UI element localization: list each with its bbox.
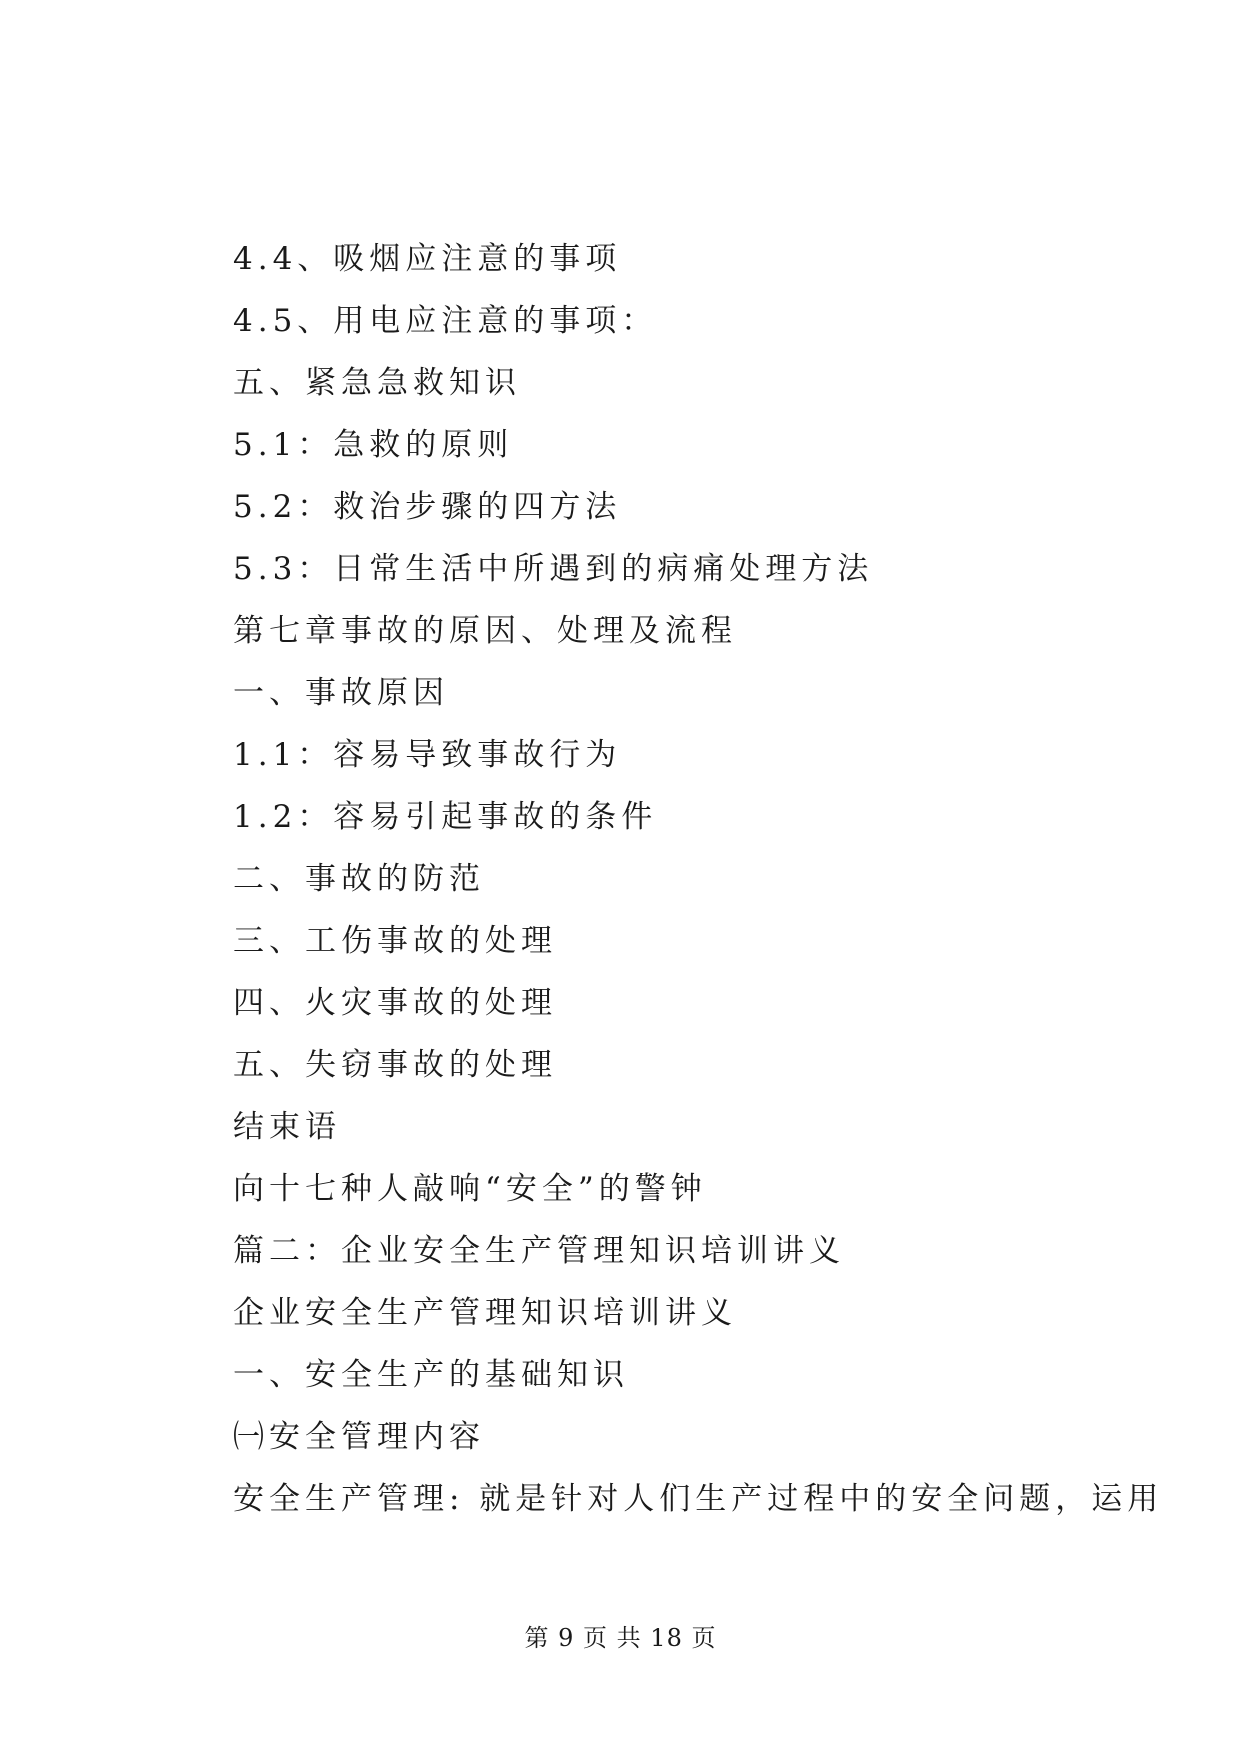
section-heading: 一、安全生产的基础知识: [233, 1357, 629, 1393]
section-heading: 五、紧急急救知识: [233, 365, 521, 401]
text-line: 5.3：日常生活中所遇到的病痛处理方法: [233, 551, 874, 587]
subsection-heading: ㈠安全管理内容: [233, 1419, 485, 1455]
section-heading: 三、工伤事故的处理: [233, 923, 557, 959]
section-heading: 一、事故原因: [233, 675, 449, 711]
text-line: 1.2：容易引起事故的条件: [233, 799, 658, 835]
document-body: [233, 228, 1164, 1530]
paragraph-line: 安全生产管理: 就是针对人们生产过程中的安全问题，运用: [233, 1481, 1164, 1517]
part-heading: 篇二：企业安全生产管理知识培训讲义: [233, 1233, 845, 1269]
text-line: 向十七种人敲响“安全”的警钟: [233, 1171, 707, 1207]
text-line: 5.2：救治步骤的四方法: [233, 489, 622, 525]
text-line: 5.1：急救的原则: [233, 427, 514, 463]
document-title: 企业安全生产管理知识培训讲义: [233, 1295, 737, 1331]
section-heading: 四、火灾事故的处理: [233, 985, 557, 1021]
text-line: 1.1：容易导致事故行为: [233, 737, 622, 773]
text-line: 4.5、用电应注意的事项：: [233, 303, 658, 339]
page-number-footer: 第 9 页 共 18 页: [524, 1624, 717, 1652]
text-line: 4.4、吸烟应注意的事项: [233, 241, 622, 277]
text-line: 结束语: [233, 1109, 341, 1145]
section-heading: 二、事故的防范: [233, 861, 485, 897]
chapter-heading: 第七章事故的原因、处理及流程: [233, 613, 737, 649]
section-heading: 五、失窃事故的处理: [233, 1047, 557, 1083]
